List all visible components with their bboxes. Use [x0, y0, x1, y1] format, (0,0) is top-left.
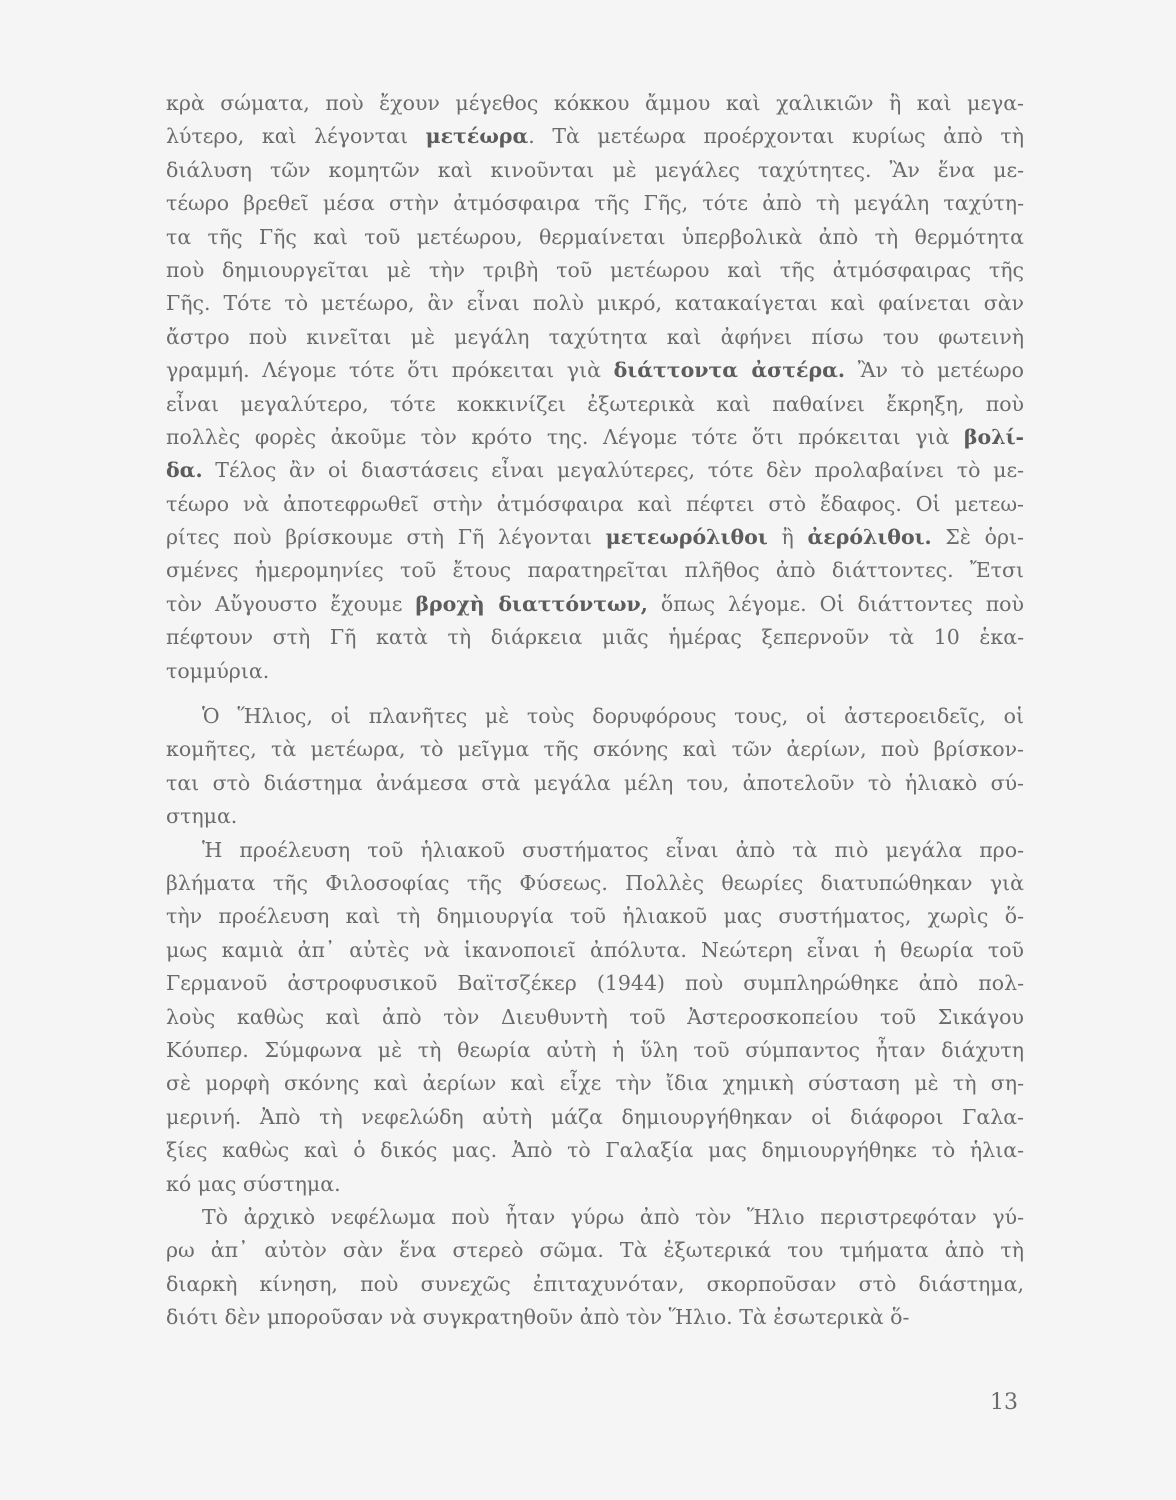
text-segment: πέφτουν στὴ Γῆ κατὰ τὴ διάρκεια μιᾶς ἡμέρας ξεπερνοῦν τὰ 10 ἑκα-	[166, 625, 1024, 650]
text-line	[166, 87, 1024, 120]
text-line	[166, 187, 1024, 220]
text-line	[166, 521, 1024, 554]
text-segment: ξίες καθὼς καὶ ὁ δικός μας. Ἀπὸ τὸ Γαλαξία μας δημιουργήθηκε τὸ ἡλια-	[166, 1138, 1024, 1163]
text-segment: κό μας σύστημα.	[166, 1171, 341, 1196]
text-line	[166, 321, 1024, 354]
bold-term: βολί-	[963, 424, 1024, 449]
text-line	[166, 621, 1024, 654]
text-segment: . Τὰ μετέωρα προέρχονται κυρίως ἀπὸ τὴ	[528, 124, 1024, 149]
text-line	[166, 588, 1024, 621]
text-segment: Τέλος ἂν οἱ διαστάσεις εἶναι μεγαλύτερες, τότε δὲν προλαβαίνει τὸ με-	[202, 458, 1024, 483]
body-text	[166, 87, 1024, 1334]
text-segment: ρω ἀπ᾽ αὐτὸν σὰν ἕνα στερεὸ σῶμα. Τὰ ἐξωτερικά του τμήματα ἀπὸ τὴ	[166, 1238, 1024, 1263]
text-line	[166, 154, 1024, 187]
text-segment: ρίτες ποὺ βρίσκουμε στὴ Γῆ λέγονται	[166, 525, 606, 550]
text-segment: ἢ	[767, 525, 808, 550]
text-line	[166, 967, 1024, 1000]
text-segment: Γερμανοῦ ἀστροφυσικοῦ Βαϊτσζέκερ (1944) ποὺ συμπληρώθηκε ἀπὸ πολ-	[166, 971, 1024, 996]
text-segment: Σὲ ὁρι-	[931, 525, 1024, 550]
text-line	[166, 767, 1024, 800]
text-segment: σμένες ἡμερομηνίες τοῦ ἔτους παρατηρεῖται πλῆθος ἀπὸ διάττοντες. Ἔτσι	[166, 558, 1024, 583]
text-line	[166, 554, 1024, 587]
paragraph	[166, 700, 1024, 834]
bold-term: δα.	[166, 458, 203, 483]
text-line	[166, 1034, 1024, 1067]
text-line	[166, 867, 1024, 900]
paragraph	[166, 1201, 1024, 1335]
text-line	[166, 655, 1024, 688]
text-segment: κομῆτες, τὰ μετέωρα, τὸ μεῖγμα τῆς σκόνης καὶ τῶν ἀερίων, ποὺ βρίσκον-	[166, 737, 1024, 762]
text-segment: Τὸ ἀρχικὸ νεφέλωμα ποὺ ἦταν γύρω ἀπὸ τὸν Ἥλιο περιστρεφόταν γύ-	[202, 1204, 1024, 1229]
text-segment: Κόυπερ. Σύμφωνα μὲ τὴ θεωρία αὐτὴ ἡ ὕλη τοῦ σύμπαντος ἦταν διάχυτη	[166, 1037, 1024, 1062]
text-line	[166, 700, 1024, 733]
paragraph	[166, 834, 1024, 1201]
text-segment: μερινή. Ἀπὸ τὴ νεφελώδη αὐτὴ μάζα δημιουργήθηκαν οἱ διάφοροι Γαλα-	[166, 1104, 1024, 1129]
text-line	[166, 834, 1024, 867]
text-segment: Ἂν τὸ μετέωρο	[845, 358, 1024, 383]
text-line	[166, 733, 1024, 766]
text-line	[166, 800, 1024, 833]
paragraph	[166, 87, 1024, 688]
text-line	[166, 254, 1024, 287]
text-segment: μως καμιὰ ἀπ᾽ αὐτὲς νὰ ἱκανοποιεῖ ἀπόλυτα. Νεώτερη εἶναι ἡ θεωρία τοῦ	[166, 937, 1024, 962]
text-line	[166, 1201, 1024, 1234]
text-segment: ὅπως λέγομε. Οἱ διάττοντες ποὺ	[647, 591, 1024, 616]
text-segment: ποὺ δημιουργεῖται μὲ τὴν τριβὴ τοῦ μετέωρου καὶ τῆς ἀτμόσφαιρας τῆς	[166, 257, 1024, 282]
bold-term: μετεωρόλιθοι	[605, 525, 768, 550]
text-segment: λοὺς καθὼς καὶ ἀπὸ τὸν Διευθυντὴ τοῦ Ἀστεροσκοπείου τοῦ Σικάγου	[166, 1004, 1024, 1029]
text-segment: τέωρο βρεθεῖ μέσα στὴν ἀτμόσφαιρα τῆς Γῆς, τότε ἀπὸ τὴ μεγάλη ταχύτη-	[166, 191, 1024, 216]
text-line	[166, 388, 1024, 421]
text-segment: τέωρο νὰ ἀποτεφρωθεῖ στὴν ἀτμόσφαιρα καὶ πέφτει στὸ ἔδαφος. Οἱ μετεω-	[166, 491, 1024, 516]
paragraph-gap	[166, 688, 1024, 700]
text-segment: τὸν Αὔγουστο ἔχουμε	[166, 591, 416, 616]
text-line	[166, 1134, 1024, 1167]
text-line	[166, 1001, 1024, 1034]
text-segment: διάλυση τῶν κομητῶν καὶ κινοῦνται μὲ μεγάλες ταχύτητες. Ἂν ἕνα με-	[166, 157, 1024, 182]
text-line	[166, 1067, 1024, 1100]
text-segment: διαρκὴ κίνηση, ποὺ συνεχῶς ἐπιταχυνόταν, σκορποῦσαν στὸ διάστημα,	[166, 1271, 1024, 1296]
text-segment: τὴν προέλευση καὶ τὴ δημιουργία τοῦ ἡλιακοῦ μας συστήματος, χωρὶς ὅ-	[166, 904, 1024, 929]
text-segment: γραμμή. Λέγομε τότε ὅτι πρόκειται γιὰ	[166, 358, 614, 383]
text-line	[166, 488, 1024, 521]
bold-term: διάττοντα ἀστέρα.	[613, 358, 846, 383]
text-line	[166, 421, 1024, 454]
text-line	[166, 1101, 1024, 1134]
text-segment: σὲ μορφὴ σκόνης καὶ ἀερίων καὶ εἶχε τὴν ἴδια χημικὴ σύσταση μὲ τὴ ση-	[166, 1071, 1024, 1096]
text-line	[166, 1168, 1024, 1201]
text-line	[166, 354, 1024, 387]
bold-term: μετέωρα	[425, 124, 529, 149]
text-segment: κρὰ σώματα, ποὺ ἔχουν μέγεθος κόκκου ἄμμου καὶ χαλικιῶν ἢ καὶ μεγα-	[166, 91, 1024, 115]
text-segment: ται στὸ διάστημα ἀνάμεσα στὰ μεγάλα μέλη του, ἀποτελοῦν τὸ ἡλιακὸ σύ-	[166, 770, 1024, 795]
text-line	[166, 221, 1024, 254]
bold-term: βροχὴ διαττόντων,	[415, 591, 648, 616]
text-line	[166, 287, 1024, 320]
bold-term: ἀερόλιθοι.	[807, 525, 932, 550]
text-segment: εἶναι μεγαλύτερο, τότε κοκκινίζει ἐξωτερικὰ καὶ παθαίνει ἔκρηξη, ποὺ	[166, 391, 1024, 416]
text-segment: Γῆς. Τότε τὸ μετέωρο, ἂν εἶναι πολὺ μικρό, κατακαίγεται καὶ φαίνεται σὰν	[166, 291, 1024, 316]
text-line	[166, 120, 1024, 153]
text-line	[166, 454, 1024, 487]
text-segment: Ἡ προέλευση τοῦ ἡλιακοῦ συστήματος εἶναι ἀπὸ τὰ πιὸ μεγάλα προ-	[202, 837, 1024, 862]
text-segment: τομμύρια.	[166, 658, 270, 683]
text-line	[166, 900, 1024, 933]
text-segment: Ὁ Ἥλιος, οἱ πλανῆτες μὲ τοὺς δορυφόρους τους, οἱ ἀστεροειδεῖς, οἱ	[202, 704, 1024, 729]
page-number: 13	[990, 1390, 1018, 1415]
text-line	[166, 934, 1024, 967]
text-line	[166, 1268, 1024, 1301]
text-segment: πολλὲς φορὲς ἀκοῦμε τὸν κρότο της. Λέγομε τότε ὅτι πρόκειται γιὰ	[166, 424, 964, 449]
text-segment: βλήματα τῆς Φιλοσοφίας τῆς Φύσεως. Πολλὲς θεωρίες διατυπώθηκαν γιὰ	[166, 870, 1024, 895]
text-segment: ἄστρο ποὺ κινεῖται μὲ μεγάλη ταχύτητα καὶ ἀφήνει πίσω του φωτεινὴ	[166, 324, 1024, 349]
text-segment: τα τῆς Γῆς καὶ τοῦ μετέωρου, θερμαίνεται ὑπερβολικὰ ἀπὸ τὴ θερμότητα	[166, 224, 1024, 249]
text-segment: διότι δὲν μποροῦσαν νὰ συγκρατηθοῦν ἀπὸ τὸν Ἥλιο. Τὰ ἐσωτερικὰ ὅ-	[166, 1305, 910, 1330]
text-line	[166, 1301, 1024, 1334]
text-segment: λύτερο, καὶ λέγονται	[166, 124, 426, 149]
text-line	[166, 1234, 1024, 1267]
text-segment: στημα.	[166, 804, 238, 829]
